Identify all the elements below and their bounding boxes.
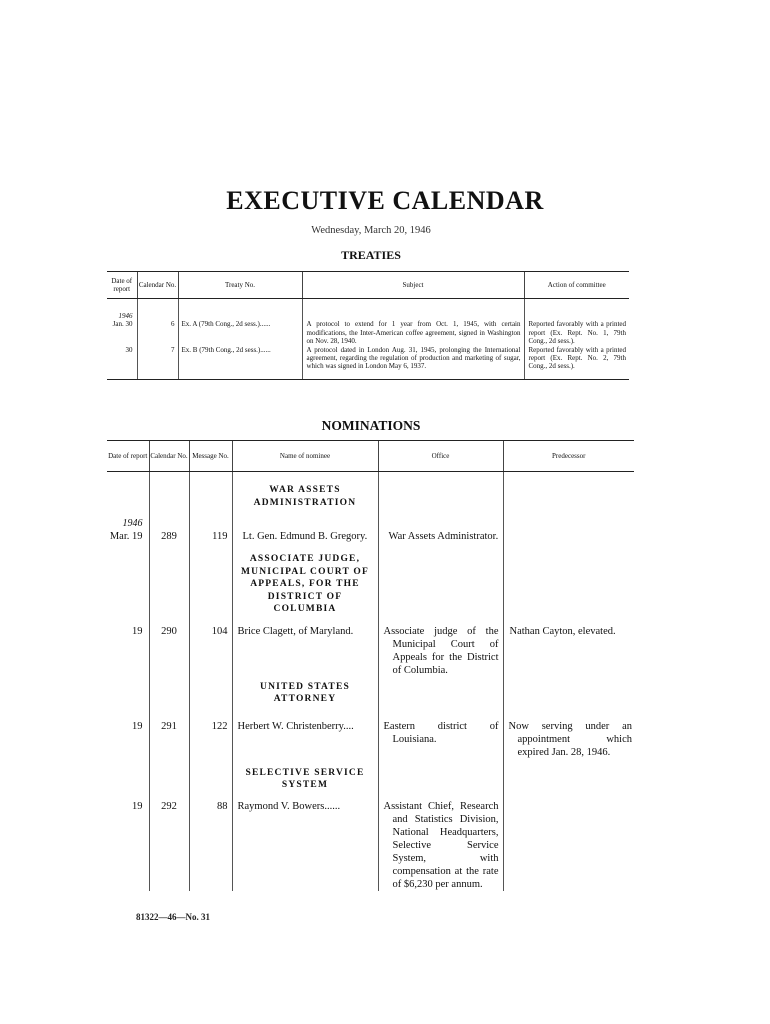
- report-date: 19: [132, 625, 143, 637]
- table-header-row: [107, 272, 629, 299]
- column-header-calendar-no: Calendar No.: [149, 441, 189, 472]
- report-date: 19: [132, 800, 143, 812]
- message-number: 122: [189, 720, 232, 759]
- treaty-subject: A protocol to extend for 1 year from Oct. 1, 1945, with certain modifications, the Inter-American coffee agreement, signed in Washington on Nov. 28, 1940.: [306, 320, 521, 346]
- column-header-treaty-no: Treaty No.: [178, 272, 302, 299]
- calendar-number: 291: [149, 720, 189, 759]
- calendar-number: 292: [149, 800, 189, 891]
- calendar-number-cell: [149, 517, 189, 543]
- table-row: [107, 800, 634, 891]
- calendar-number: 6: [171, 320, 175, 329]
- report-date: 19: [132, 720, 143, 732]
- table-row: [107, 625, 634, 677]
- office: Associate judge of the Municipal Court of Appeals for the District of Columbia.: [378, 625, 503, 677]
- report-year: 1946: [122, 518, 143, 529]
- message-number: 119: [212, 531, 228, 542]
- category-row: [107, 553, 634, 616]
- treaty-number: Ex. B (79th Cong., 2d sess.)......: [178, 346, 302, 371]
- nominee-name: Herbert W. Christenberry....: [232, 720, 378, 759]
- committee-action: Reported favorably with a printed report (Ex. Rept. No. 1, 79th Cong., 2d sess.).: [528, 320, 626, 346]
- nominee-name: Brice Clagett, of Maryland.: [232, 625, 378, 677]
- table-row: [107, 517, 634, 543]
- page-title: EXECUTIVE CALENDAR: [226, 186, 544, 215]
- category-heading: UNITED STATES ATTORNEY: [232, 681, 378, 706]
- column-header-subject: Subject: [302, 272, 524, 299]
- nominations-table: [107, 440, 634, 891]
- predecessor: [503, 800, 634, 891]
- report-date: Jan. 30: [112, 320, 133, 329]
- nominee-name: Lt. Gen. Edmund B. Gregory.: [242, 531, 368, 542]
- report-date: 30: [125, 345, 133, 354]
- category-row: [107, 767, 634, 792]
- category-row: [107, 484, 634, 509]
- column-header-action-of-committee: Action of committee: [524, 272, 629, 299]
- message-number: 104: [189, 625, 232, 677]
- nominee-name-cell: [232, 517, 378, 543]
- table-row: [107, 720, 634, 759]
- message-number: 88: [189, 800, 232, 891]
- category-heading: ASSOCIATE JUDGE, MUNICIPAL COURT OF APPEALS, FOR THE DISTRICT OF COLUMBIA: [232, 553, 378, 616]
- office: Assistant Chief, Research and Statistics Division, National Headquarters, Selective Service System, with compensation at the rate of $6,230 per annum.: [378, 800, 503, 891]
- office-cell: [378, 517, 503, 543]
- column-header-date-of-report: Date of report: [107, 272, 137, 299]
- column-header-date-of-report: Date of report: [107, 441, 149, 472]
- table-row: [107, 346, 629, 371]
- calendar-number: 7: [137, 346, 178, 371]
- subject-cell: [302, 312, 524, 346]
- category-row: [107, 681, 634, 706]
- category-heading: WAR ASSETS ADMINISTRATION: [232, 484, 378, 509]
- calendar-number: 289: [161, 531, 177, 542]
- committee-action: Reported favorably with a printed report (Ex. Rept. No. 2, 79th Cong., 2d sess.).: [524, 346, 629, 371]
- column-header-calendar-no: Calendar No.: [137, 272, 178, 299]
- calendar-date: Wednesday, March 20, 1946: [311, 225, 431, 236]
- column-header-office: Office: [378, 441, 503, 472]
- report-year: 1946: [118, 312, 133, 320]
- nominee-name: Raymond V. Bowers......: [232, 800, 378, 891]
- calendar-number: 290: [149, 625, 189, 677]
- treaties-table: [107, 271, 629, 380]
- table-header-row: [107, 441, 634, 472]
- treaties-heading: TREATIES: [341, 248, 401, 262]
- office: War Assets Administrator.: [388, 531, 499, 542]
- date-of-report-cell: [107, 312, 137, 346]
- date-of-report-cell: [107, 517, 149, 543]
- column-header-predecessor: Predecessor: [503, 441, 634, 472]
- predecessor: Now serving under an appointment which expired Jan. 28, 1946.: [503, 720, 634, 759]
- treaty-subject: A protocol dated in London Aug. 31, 1945, prolonging the International agreement, regarding the regulation of production and marketing of sugar, which was signed in London May 6, 1937.: [302, 346, 524, 371]
- report-date: Mar. 19: [109, 531, 143, 542]
- predecessor: [503, 517, 634, 543]
- treaty-number-cell: [178, 312, 302, 346]
- treaty-number: Ex. A (79th Cong., 2d sess.)......: [181, 320, 271, 329]
- nominations-heading: NOMINATIONS: [321, 418, 421, 433]
- category-heading: SELECTIVE SERVICE SYSTEM: [232, 767, 378, 792]
- calendar-number-cell: [137, 312, 178, 346]
- column-header-name-of-nominee: Name of nominee: [232, 441, 378, 472]
- predecessor: Nathan Cayton, elevated.: [503, 625, 634, 677]
- column-header-message-no: Message No.: [189, 441, 232, 472]
- table-row: [107, 312, 629, 346]
- action-cell: [524, 312, 629, 346]
- print-imprint: 81322—46—No. 31: [136, 912, 210, 922]
- office: Eastern district of Louisiana.: [378, 720, 503, 759]
- message-number-cell: [189, 517, 232, 543]
